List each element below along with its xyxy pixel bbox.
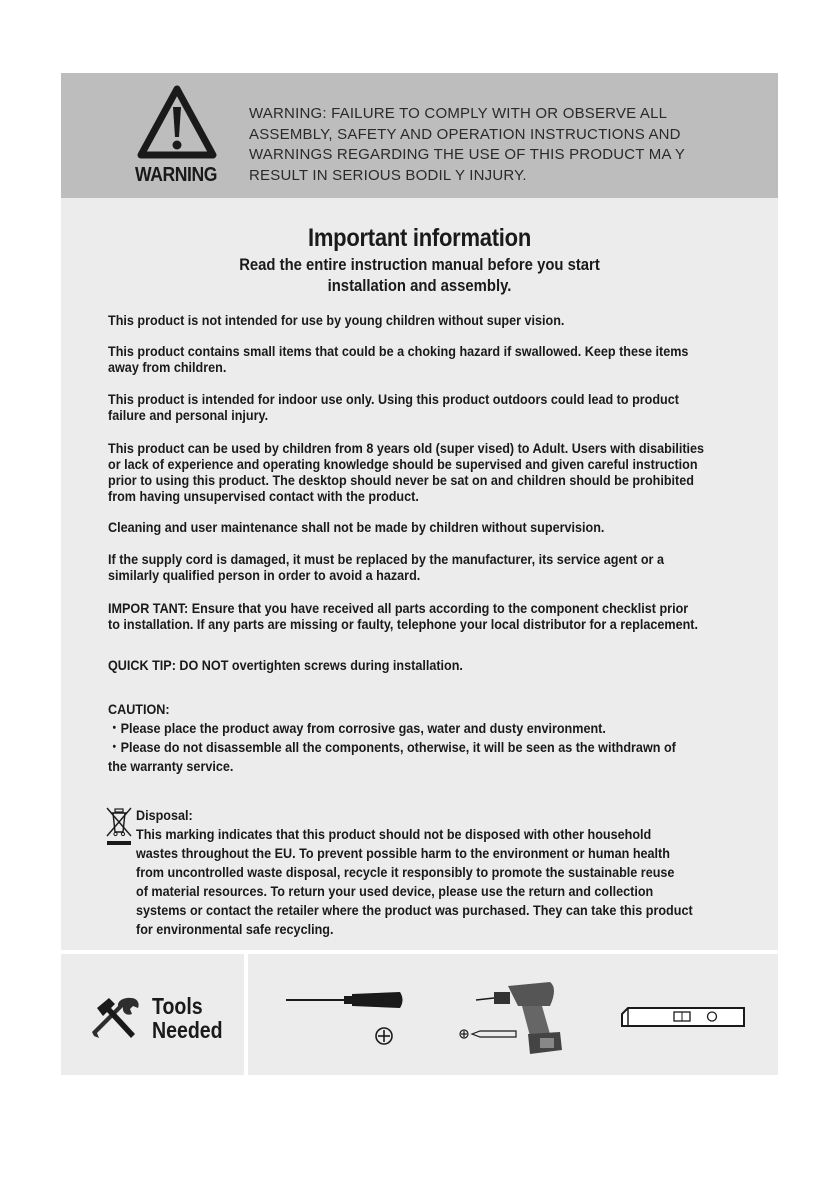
info-paragraph [108, 519, 702, 535]
disposal-line: This marking indicates that this product should not be disposed with other household [136, 826, 652, 842]
caution-line: the warranty service. [108, 758, 234, 774]
warning-text [249, 104, 769, 186]
warning-line: ASSEMBLY, SAFETY AND OPERATION INSTRUCTIONS AND [249, 125, 681, 143]
caution-line: ・Please do not disassemble all the components, otherwise, it will be seen as the withdrawn of [108, 739, 676, 755]
paragraph-line: similarly qualified person in order to avoid a hazard. [108, 567, 421, 583]
warning-line: WARNING: FAILURE TO COMPLY WITH OR OBSERVE ALL [249, 105, 668, 122]
hammer-wrench-icon [91, 994, 141, 1042]
tools-needed-panel [61, 954, 244, 1075]
paragraph-line: This product is intended for indoor use only. Using this product outdoors could lead to product [108, 391, 679, 407]
page-title: Important information [308, 224, 531, 252]
disposal-line: systems or contact the retailer where the product was purchased. They can take this product [136, 902, 693, 918]
paragraph-line: This product can be used by children from 8 years old (super vised) to Adult. Users with disabilities [108, 440, 705, 456]
disposal-line: from uncontrolled waste disposal, recycle it responsibly to promote the sustainable reuse [136, 864, 675, 880]
paragraph-line: or lack of experience and operating knowledge should be supervised and given careful instruction [108, 456, 698, 472]
warning-line: WARNINGS REGARDING THE USE OF THIS PRODUCT MA Y [249, 146, 686, 163]
caution-block [108, 700, 702, 776]
disposal-heading: Disposal: [136, 807, 193, 823]
info-paragraph [108, 343, 702, 375]
info-paragraph [108, 551, 702, 583]
paragraph-line: If the supply cord is damaged, it must be replaced by the manufacturer, its service agent or a [108, 551, 664, 567]
screwdriver-icon [284, 990, 408, 1046]
warning-triangle-icon [137, 85, 217, 161]
warning-banner [61, 73, 778, 198]
tools-label-line: Tools [152, 993, 203, 1019]
disposal-line: wastes throughout the EU. To prevent possible harm to the environment or human health [136, 845, 670, 861]
tools-illustrations [248, 954, 778, 1075]
paragraph-line: to installation. If any parts are missing or faulty, telephone your local distributor for a replacement. [108, 616, 698, 632]
caution-heading: CAUTION: [108, 701, 170, 717]
info-paragraph [108, 391, 702, 423]
disposal-line: for environmental safe recycling. [136, 921, 334, 937]
paragraph-line: IMPOR TANT: Ensure that you have received all parts according to the component checklist prior [108, 600, 689, 616]
quick-tip-text: QUICK TIP: DO NOT overtighten screws during installation. [108, 657, 463, 673]
info-paragraph [108, 312, 702, 328]
tools-label-line: Needed [152, 1017, 223, 1043]
quick-tip [108, 657, 702, 673]
paragraph-line: This product contains small items that could be a choking hazard if swallowed. Keep these items [108, 343, 689, 359]
warning-line: RESULT IN SERIOUS BODIL Y INJURY. [249, 166, 527, 184]
crossed-out-bin-icon [104, 805, 134, 847]
level-icon [620, 1004, 746, 1034]
drill-icon [458, 976, 578, 1058]
important-note [108, 600, 702, 632]
important-info-panel [61, 198, 778, 950]
disposal-block [136, 806, 730, 939]
paragraph-line: away from children. [108, 359, 227, 375]
paragraph-line: This product is not intended for use by young children without super vision. [108, 312, 565, 328]
subtitle-line: installation and assembly. [327, 277, 512, 295]
paragraph-line: Cleaning and user maintenance shall not be made by children without supervision. [108, 519, 605, 535]
paragraph-line: failure and personal injury. [108, 407, 269, 423]
subtitle-line: Read the entire instruction manual before you start [239, 256, 600, 274]
disposal-line: of material resources. To return your used device, please use the return and collection [136, 883, 654, 899]
paragraph-line: from having unsupervised contact with the product. [108, 488, 419, 504]
tools-needed-label [152, 994, 223, 1042]
paragraph-line: prior to using this product. The desktop should never be sat on and children should be prohibited [108, 472, 694, 488]
caution-line: ・Please place the product away from corrosive gas, water and dusty environment. [108, 720, 606, 736]
warning-label: WARNING [135, 164, 217, 186]
info-paragraph [108, 440, 705, 504]
